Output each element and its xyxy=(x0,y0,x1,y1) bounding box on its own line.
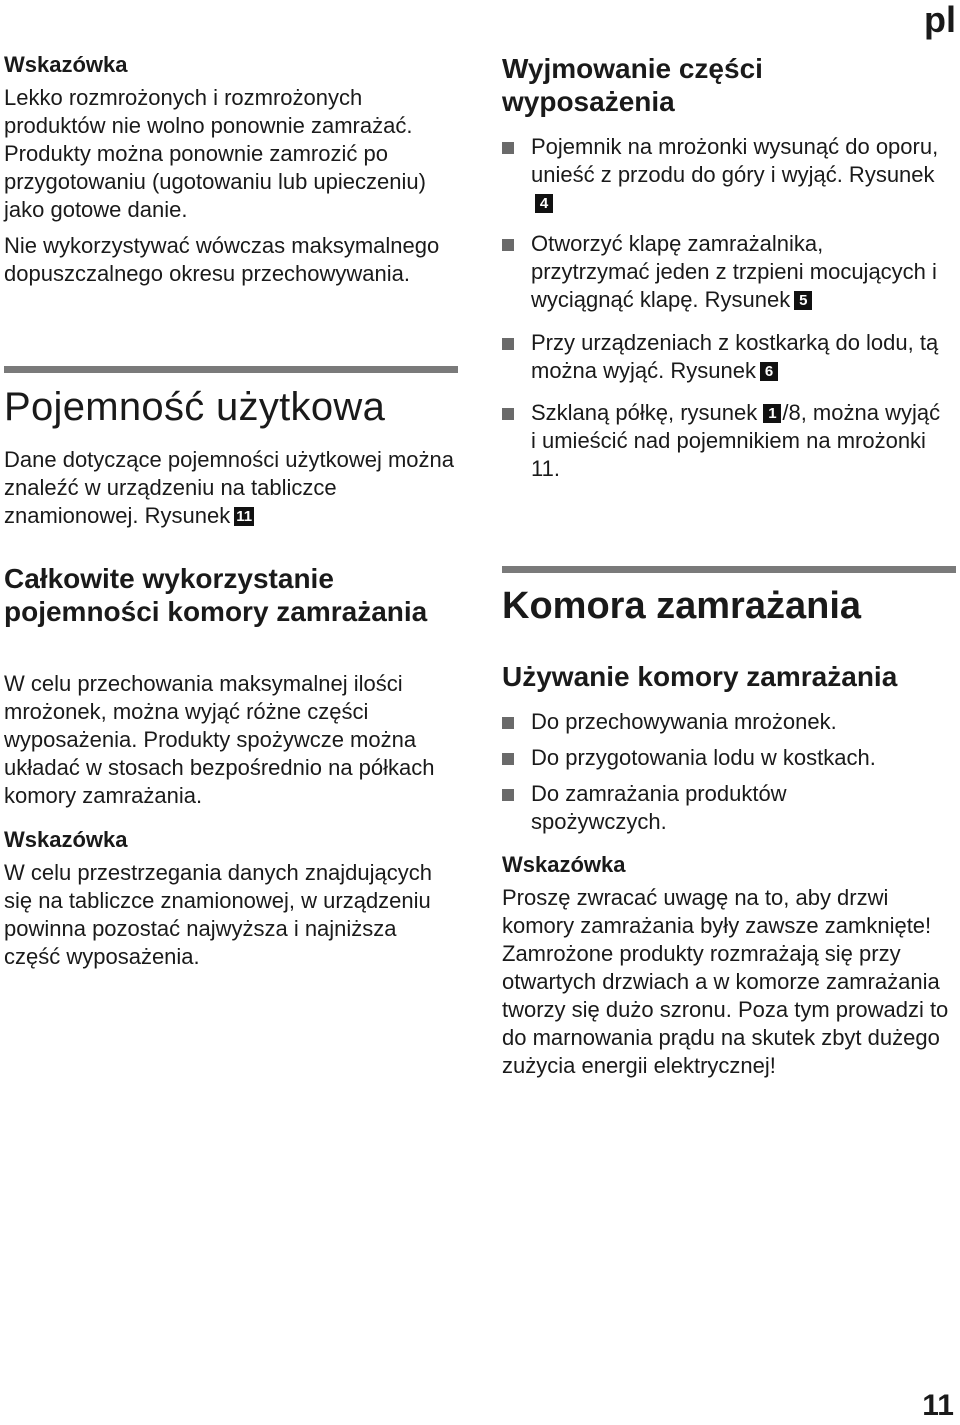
figure-ref: 6 xyxy=(760,362,778,381)
subsection-title: Całkowite wykorzystanie pojemności komory zamrażania xyxy=(4,563,428,627)
freezer-title: Komora zamrażania xyxy=(502,585,862,627)
note-paragraph: W celu przestrzegania danych znajdujących się na tabliczce znamionowej, w urządzeniu powinna pozostać najwyższa i najniższa część wyposażenia. xyxy=(4,860,433,969)
note-label: Wskazówka xyxy=(502,852,626,877)
list-item xyxy=(502,230,942,314)
note-label: Wskazówka xyxy=(4,827,128,852)
bullet-icon xyxy=(502,717,514,729)
section-text xyxy=(4,446,460,530)
bullet-icon xyxy=(502,239,514,251)
figure-ref: 5 xyxy=(794,291,812,310)
list-item xyxy=(502,708,942,736)
list-item xyxy=(502,133,942,217)
list-item xyxy=(502,744,942,772)
list-item-text: Pojemnik na mrożonki wysunąć do oporu, unieść z przodu do góry i wyjąć. Rysunek xyxy=(531,134,939,187)
bullet-icon xyxy=(502,789,514,801)
bullet-icon xyxy=(502,408,514,420)
section-text-body: Dane dotyczące pojemności użytkowej można znaleźć w urządzeniu na tabliczce znamionowej. Rysunek xyxy=(4,447,455,528)
list-item-text: Otworzyć klapę zamrażalnika, przytrzymać jeden z trzpieni mocujących i wyciągnąć klapę. Rysunek xyxy=(531,231,937,312)
list-item-text: Do zamrażania produktów spożywczych. xyxy=(531,781,787,834)
removal-title: Wyjmowanie części wyposażenia xyxy=(502,53,763,117)
subsection-text: W celu przechowania maksymalnej ilości mrożonek, można wyjąć różne części wyposażenia. Produkty spożywcze można układać w stosach bezpośrednio na półkach komory zamrażania. xyxy=(4,671,435,808)
language-code: pl xyxy=(924,0,956,40)
bullet-icon xyxy=(502,142,514,154)
bullet-icon xyxy=(502,338,514,350)
figure-ref: 4 xyxy=(535,194,553,213)
list-item xyxy=(502,399,942,483)
section-divider xyxy=(4,366,458,373)
list-item-text: Do przygotowania lodu w kostkach. xyxy=(531,745,876,770)
page-number: 11 xyxy=(922,1389,954,1422)
section-divider xyxy=(502,566,956,573)
bullet-icon xyxy=(502,753,514,765)
section-title: Pojemność użytkowa xyxy=(4,385,386,429)
freezer-subtitle: Używanie komory zamrażania xyxy=(502,661,898,692)
note-paragraph: Lekko rozmrożonych i rozmrożonych produktów nie wolno ponownie zamrażać. Produkty można ponownie zamrozić po przygotowaniu (ugotowaniu lub upieczeniu) jako gotowe danie. xyxy=(4,85,426,222)
list-item-text: Przy urządzeniach z kostkarką do lodu, tą można wyjąć. Rysunek xyxy=(531,330,939,383)
note-label: Wskazówka xyxy=(4,52,128,77)
note-paragraph: Nie wykorzystywać wówczas maksymalnego dopuszczalnego okresu przechowywania. xyxy=(4,233,440,286)
figure-ref: 11 xyxy=(236,508,253,525)
list-item xyxy=(502,780,831,836)
removal-list xyxy=(502,133,942,483)
figure-ref: 1 xyxy=(763,404,781,423)
list-item-text: /8, można wyjąć i umieścić nad pojemnikiem na mrożonki 11. xyxy=(531,400,941,481)
freezer-list xyxy=(502,708,942,836)
note-paragraph: Proszę zwracać uwagę na to, aby drzwi komory zamrażania były zawsze zamknięte! Zamrożone produkty rozmrażają się przy otwartych drzwiach a w komorze zamrażania tworzy się dużo szronu. Poza tym prowadzi to do marnowania prądu na skutek zbyt dużego zużycia energii elektrycznej! xyxy=(502,885,949,1078)
list-item-text: Do przechowywania mrożonek. xyxy=(531,709,837,734)
list-item xyxy=(502,329,942,385)
list-item-text: Szklaną półkę, rysunek xyxy=(531,400,758,425)
